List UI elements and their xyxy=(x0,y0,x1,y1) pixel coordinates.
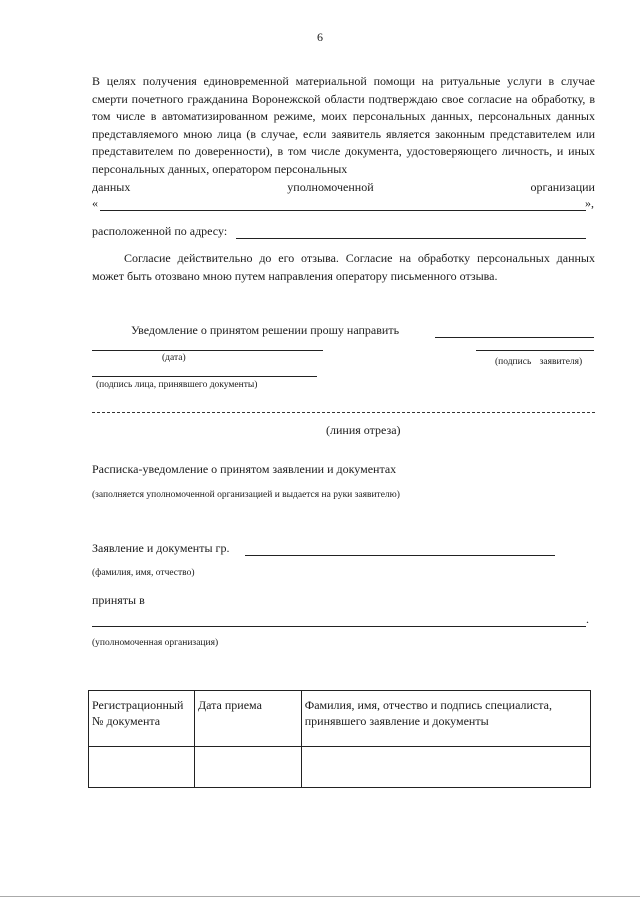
cell-reg-number[interactable] xyxy=(89,747,195,788)
docs-label: Заявление и документы гр. xyxy=(92,541,230,555)
open-quote: « xyxy=(92,196,98,210)
address-line[interactable] xyxy=(236,238,586,239)
header-date: Дата приема xyxy=(194,691,301,747)
receiver-signature-caption: (подпись лица, принявшего документы) xyxy=(96,380,258,390)
name-caption: (фамилия, имя, отчество) xyxy=(92,568,195,578)
applicant-signature-caption: (подпись заявителя) xyxy=(495,357,583,367)
withdrawal-paragraph: Согласие действительно до его отзыва. Согласие на обработку персональных данных может быть отозвано мною путем направления оператору письменного отзыва. xyxy=(92,251,595,283)
receipt-subtitle: (заполняется уполномоченной организацией и выдается на руки заявителю) xyxy=(92,490,400,500)
table-header-row xyxy=(89,691,591,747)
header-reg-number: Регистрационный № документа xyxy=(89,691,195,747)
notification-method-line[interactable] xyxy=(435,337,594,338)
date-caption: (дата) xyxy=(162,353,186,363)
cut-line-caption: (линия отреза) xyxy=(326,423,401,437)
date-line[interactable] xyxy=(92,350,323,351)
page-bottom-edge xyxy=(0,896,640,897)
organization-line[interactable] xyxy=(92,626,586,627)
notification-label: Уведомление о принятом решении прошу направить xyxy=(131,323,400,337)
consent-paragraph: В целях получения единовременной материальной помощи на ритуальные услуги в случае смерти почетного гражданина Воронежской области подтверждаю свое согласие на обработку, в том числе в автоматизированном режиме, моих персональных данных, персональных данных представляемого мною лица (в случае, если заявитель является законным представителем или представителем по доверенности), в том числе документа, удостоверяющего личность, и иных персональных данных, оператором персональных xyxy=(92,74,595,176)
organization-name-line[interactable] xyxy=(100,210,586,211)
organization-caption: (уполномоченная организация) xyxy=(92,638,219,648)
page-number: 6 xyxy=(317,30,323,44)
cut-line xyxy=(92,412,595,413)
cell-specialist[interactable] xyxy=(301,747,590,788)
table-row xyxy=(89,747,591,788)
applicant-name-line[interactable] xyxy=(245,555,555,556)
accepted-label: приняты в xyxy=(92,593,145,607)
close-quote: », xyxy=(585,196,594,210)
registration-table xyxy=(88,690,591,788)
consent-word-3: организации xyxy=(530,180,595,194)
address-label: расположенной по адресу: xyxy=(92,224,228,238)
cell-date[interactable] xyxy=(194,747,301,788)
consent-word-2: уполномоченной xyxy=(287,180,374,194)
header-specialist: Фамилия, имя, отчество и подпись специалиста, принявшего заявление и документы xyxy=(301,691,590,747)
receiver-signature-line[interactable] xyxy=(92,376,317,377)
consent-word-1: данных xyxy=(92,180,131,194)
consent-last-line xyxy=(92,179,595,197)
receipt-title: Расписка-уведомление о принятом заявлении и документах xyxy=(92,462,397,476)
applicant-signature-line[interactable] xyxy=(476,350,594,351)
